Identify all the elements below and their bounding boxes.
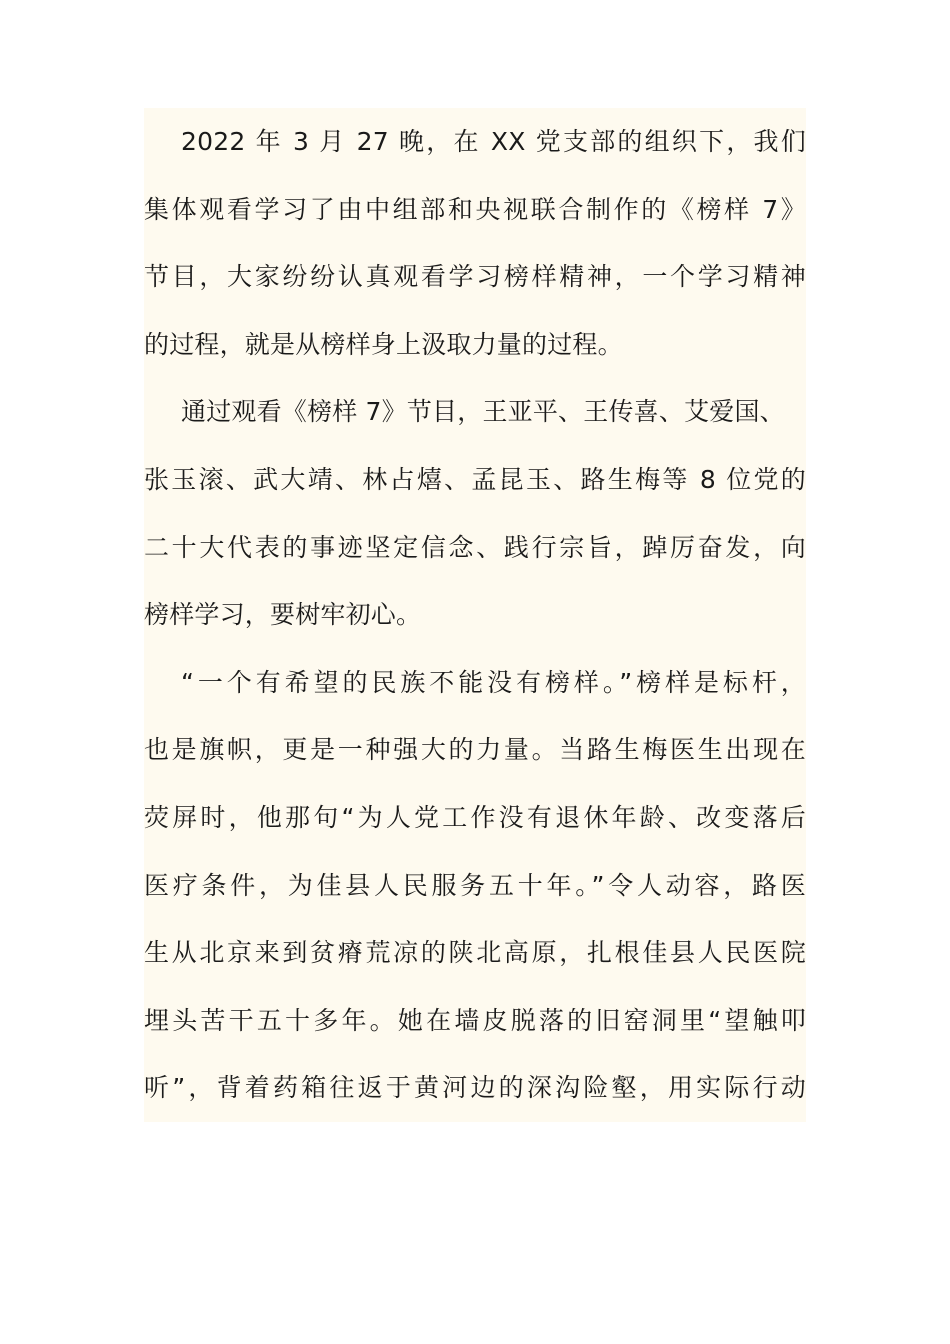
text-line: 2022 年 3 月 27 晚，在 XX 党支部的组织下，我们 xyxy=(181,127,806,156)
text-line: 也是旗帜，更是一种强大的力量。当路生梅医生出现在 xyxy=(144,735,806,765)
text-line: 医疗条件，为佳县人民服务五十年。”令人动容，路医 xyxy=(144,870,806,900)
text-line: 张玉滚、武大靖、林占熺、孟昆玉、路生梅等 8 位党的 xyxy=(144,464,806,494)
text-line: 集体观看学习了由中组部和央视联合制作的《榜样 7》 xyxy=(144,194,806,224)
text-line: 荧屏时，他那句“为人党工作没有退休年龄、改变落后 xyxy=(144,802,806,832)
document-body xyxy=(144,108,806,1122)
text-line: 生从北京来到贫瘠荒凉的陕北高原，扎根佳县人民医院 xyxy=(144,938,806,968)
text-line: 埋头苦干五十多年。她在墙皮脱落的旧窑洞里“望触叩 xyxy=(144,1005,806,1035)
text-line: 听”，背着药箱往返于黄河边的深沟险壑，用实际行动 xyxy=(144,1073,806,1103)
text-line: 二十大代表的事迹坚定信念、践行宗旨，踔厉奋发，向 xyxy=(144,532,806,562)
text-line: 通过观看《榜样 7》节目，王亚平、王传喜、艾爱国、 xyxy=(181,397,785,427)
text-line: 榜样学习，要树牢初心。 xyxy=(144,600,422,630)
text-line: “一个有希望的民族不能没有榜样。”榜样是标杆， xyxy=(181,667,806,697)
text-line: 的过程，就是从榜样身上汲取力量的过程。 xyxy=(144,329,623,359)
text-line: 节目，大家纷纷认真观看学习榜样精神，一个学习精神 xyxy=(144,262,806,292)
